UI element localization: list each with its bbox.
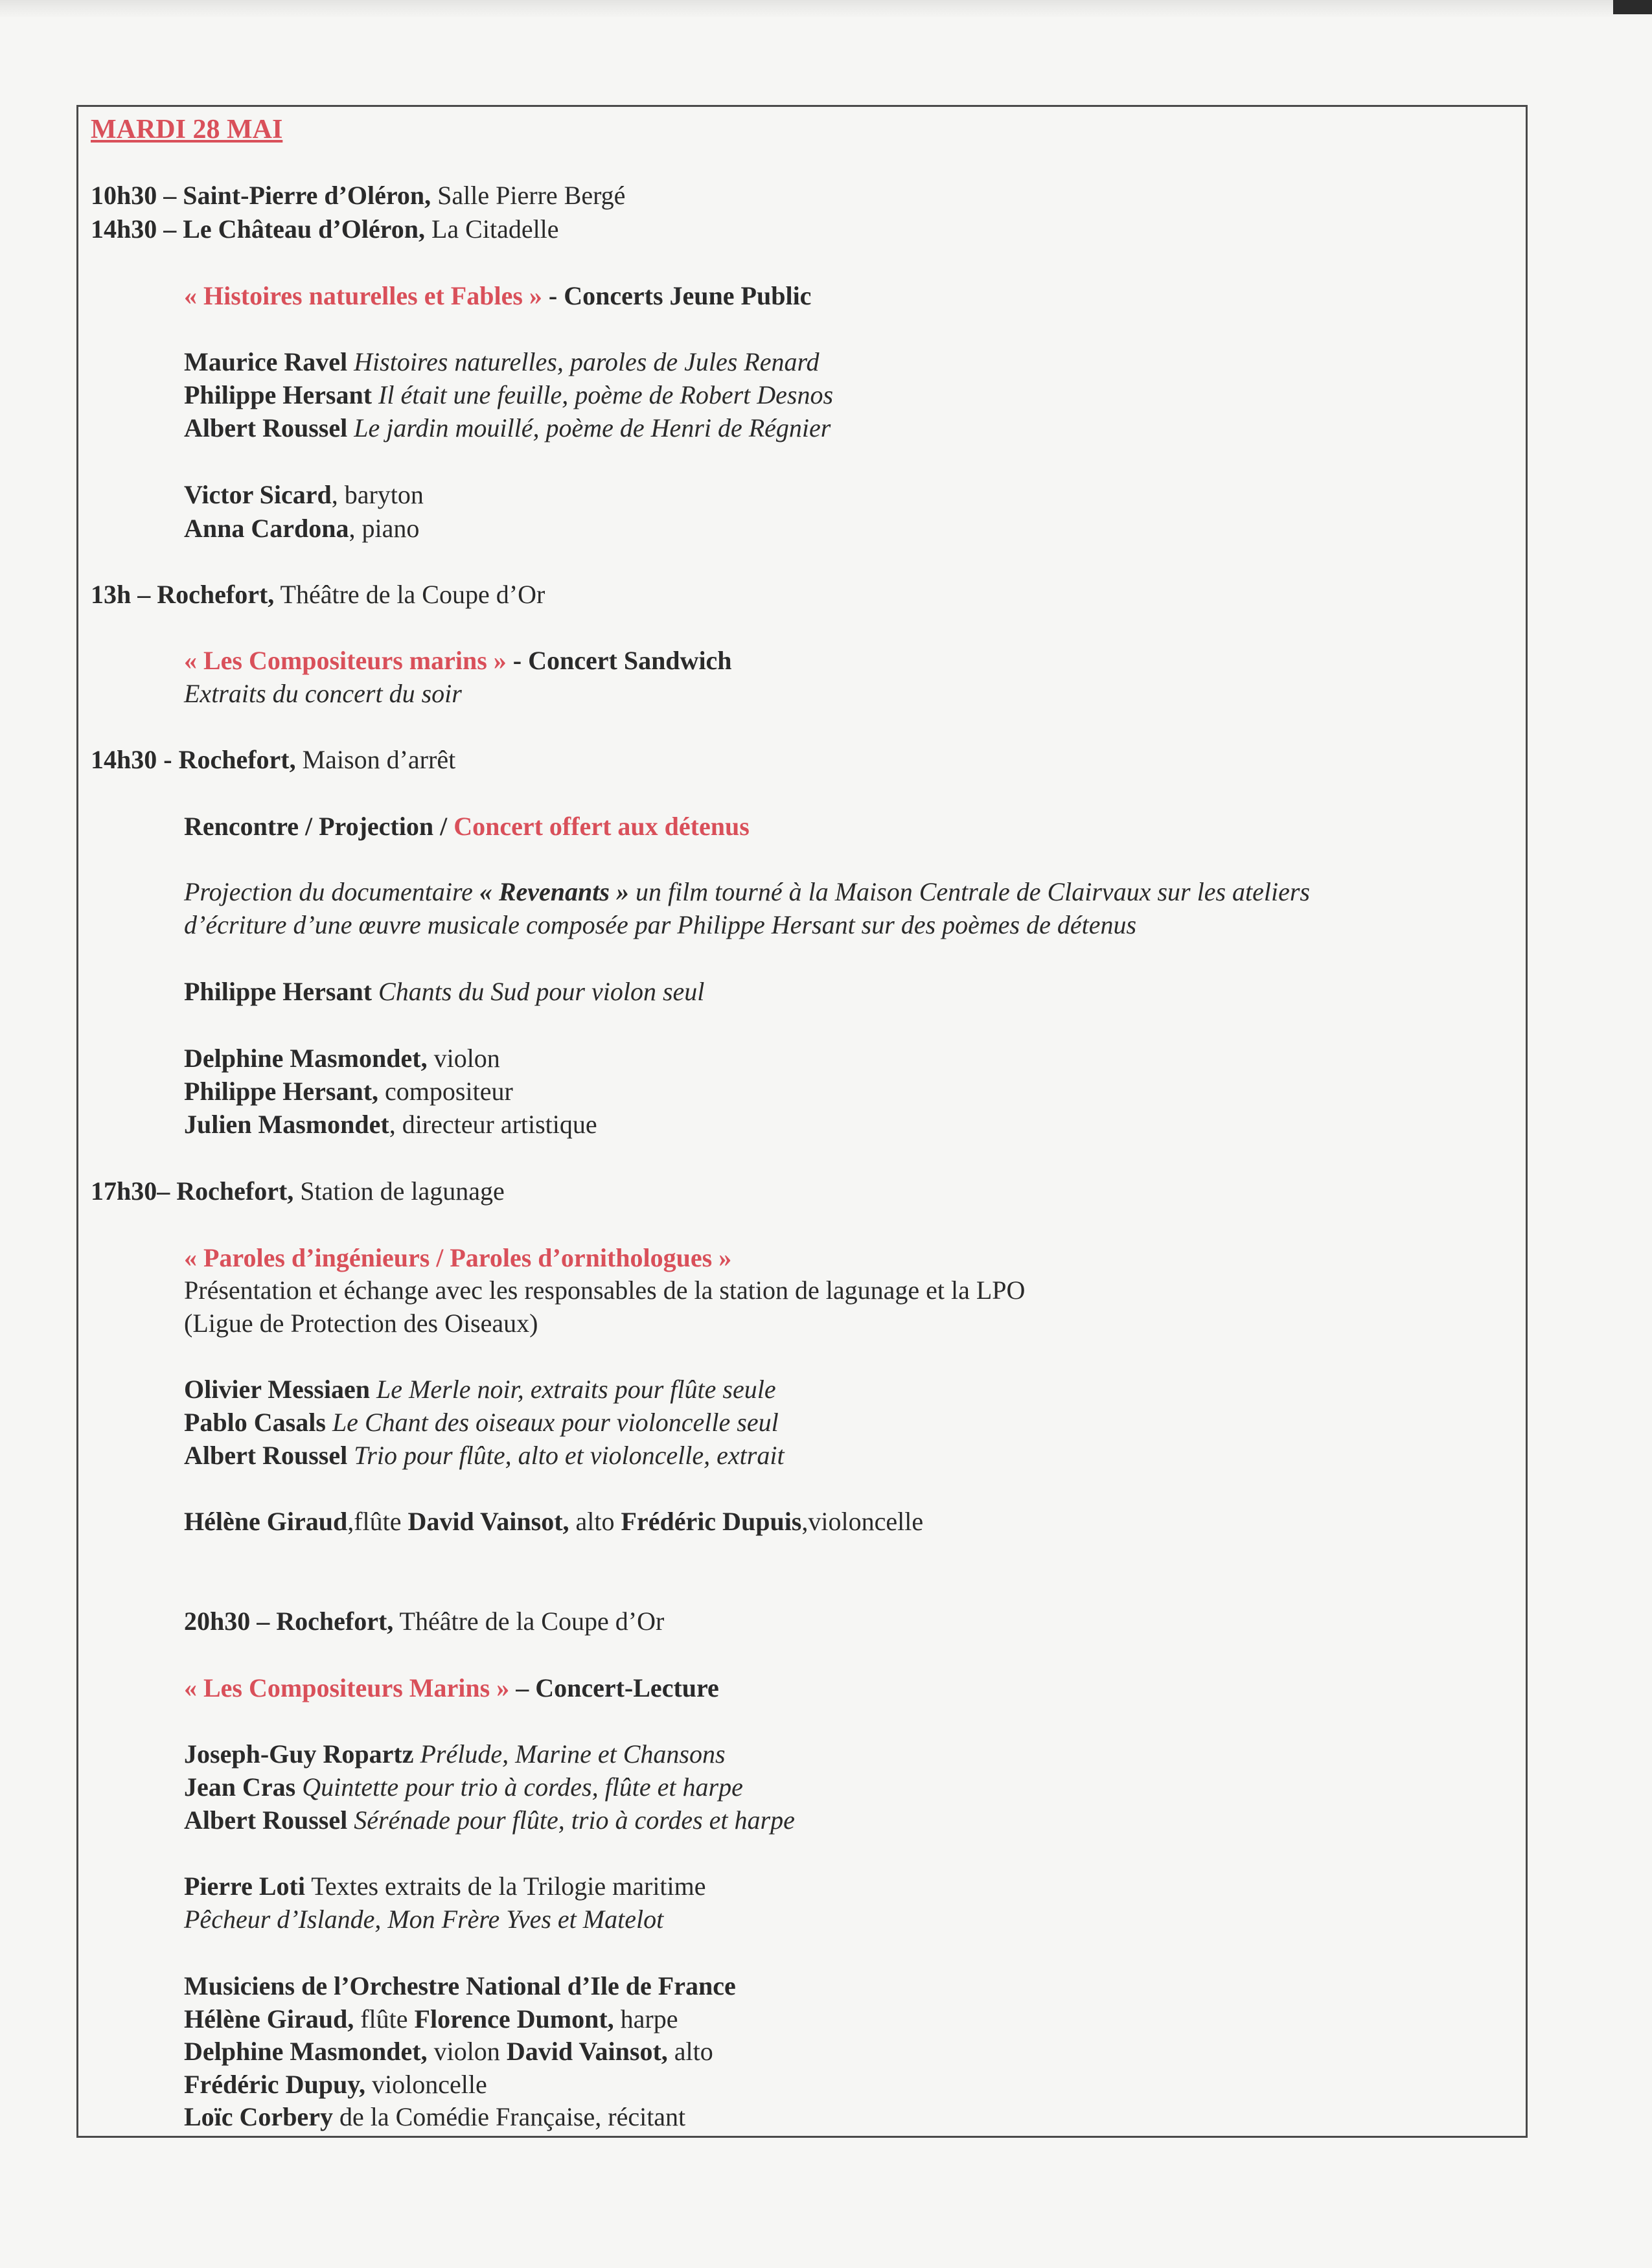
event1-heading: [184, 281, 811, 312]
event3-description: Projection du documentaire « Revenants » un film tourné à la Maison Centrale de Clairvaux sur les ateliers: [184, 877, 1310, 906]
event3-heading: Rencontre / Projection / Concert offert aux détenus: [184, 812, 750, 841]
event2-note: Extraits du concert du soir: [184, 679, 462, 708]
performer: Julien Masmondet, directeur artistique: [184, 1110, 597, 1139]
program-work: Joseph-Guy Ropartz Prélude, Marine et Chansons: [184, 1739, 726, 1769]
performer: Loïc Corbery de la Comédie Française, récitant: [184, 2102, 686, 2131]
event1-location1: [91, 180, 625, 211]
program-work: Pablo Casals Le Chant des oiseaux pour violoncelle seul: [184, 1408, 779, 1437]
event5-heading: « Les Compositeurs Marins » – Concert-Lecture: [184, 1673, 719, 1702]
performer: Hélène Giraud, flûte Florence Dumont, harpe: [184, 2004, 678, 2033]
scan-corner: [1613, 0, 1652, 14]
event1-venue1: Salle Pierre Bergé: [431, 181, 626, 210]
event4-performers: Hélène Giraud,flûte David Vainsot, alto Frédéric Dupuis,violoncelle: [184, 1507, 924, 1536]
event1-location2: [91, 214, 559, 245]
event4-description: (Ligue de Protection des Oiseaux): [184, 1309, 538, 1338]
event1-kind: - Concerts Jeune Public: [542, 281, 812, 310]
program-work: Maurice Ravel Histoires naturelles, paroles de Jules Renard: [184, 347, 820, 376]
event5-reading: Pierre Loti Textes extraits de la Trilogie maritime: [184, 1872, 706, 1901]
performer: Anna Cardona, piano: [184, 514, 420, 543]
event4-location: 17h30– Rochefort, Station de lagunage: [91, 1176, 505, 1206]
event1-time2: 14h30 – Le Château d’Oléron,: [91, 214, 425, 244]
event5-reading-titles: Pêcheur d’Islande, Mon Frère Yves et Matelot: [184, 1905, 664, 1934]
program-work: Philippe Hersant Il était une feuille, poème de Robert Desnos: [184, 380, 834, 409]
performer: Victor Sicard, baryton: [184, 480, 424, 509]
event5-orchestra: Musiciens de l’Orchestre National d’Ile de France: [184, 1971, 736, 2000]
program-work: Albert Roussel Trio pour flûte, alto et violoncelle, extrait: [184, 1441, 785, 1470]
performer: Delphine Masmondet, violon: [184, 1044, 500, 1073]
program-work: Albert Roussel Le jardin mouillé, poème de Henri de Régnier: [184, 413, 831, 442]
performer: Philippe Hersant, compositeur: [184, 1077, 513, 1106]
program-work: Jean Cras Quintette pour trio à cordes, flûte et harpe: [184, 1772, 743, 1802]
event3-location: 14h30 - Rochefort, Maison d’arrêt: [91, 745, 456, 774]
date-heading: MARDI 28 MAI: [91, 115, 283, 144]
event3-description: d’écriture d’une œuvre musicale composée par Philippe Hersant sur des poèmes de détenus: [184, 910, 1137, 939]
performer: Delphine Masmondet, violon David Vainsot, alto: [184, 2037, 713, 2066]
performer: Frédéric Dupuy, violoncelle: [184, 2070, 487, 2099]
program-work: Olivier Messiaen Le Merle noir, extraits pour flûte seule: [184, 1375, 776, 1404]
event5-location: 20h30 – Rochefort, Théâtre de la Coupe d’Or: [184, 1607, 665, 1636]
event1-time1: 10h30 – Saint-Pierre d’Oléron,: [91, 181, 431, 210]
event1-title: « Histoires naturelles et Fables »: [184, 281, 542, 310]
event4-description: Présentation et échange avec les responsables de la station de lagunage et la LPO: [184, 1276, 1026, 1305]
event4-title: « Paroles d’ingénieurs / Paroles d’ornithologues »: [184, 1243, 732, 1272]
program-work: Philippe Hersant Chants du Sud pour violon seul: [184, 977, 705, 1006]
event2-location: 13h – Rochefort, Théâtre de la Coupe d’Or: [91, 580, 545, 609]
program-work: Albert Roussel Sérénade pour flûte, trio à cordes et harpe: [184, 1805, 795, 1835]
scan-edge: [0, 0, 1652, 18]
event1-venue2: La Citadelle: [424, 214, 559, 244]
event2-heading: « Les Compositeurs marins » - Concert Sandwich: [184, 646, 732, 675]
